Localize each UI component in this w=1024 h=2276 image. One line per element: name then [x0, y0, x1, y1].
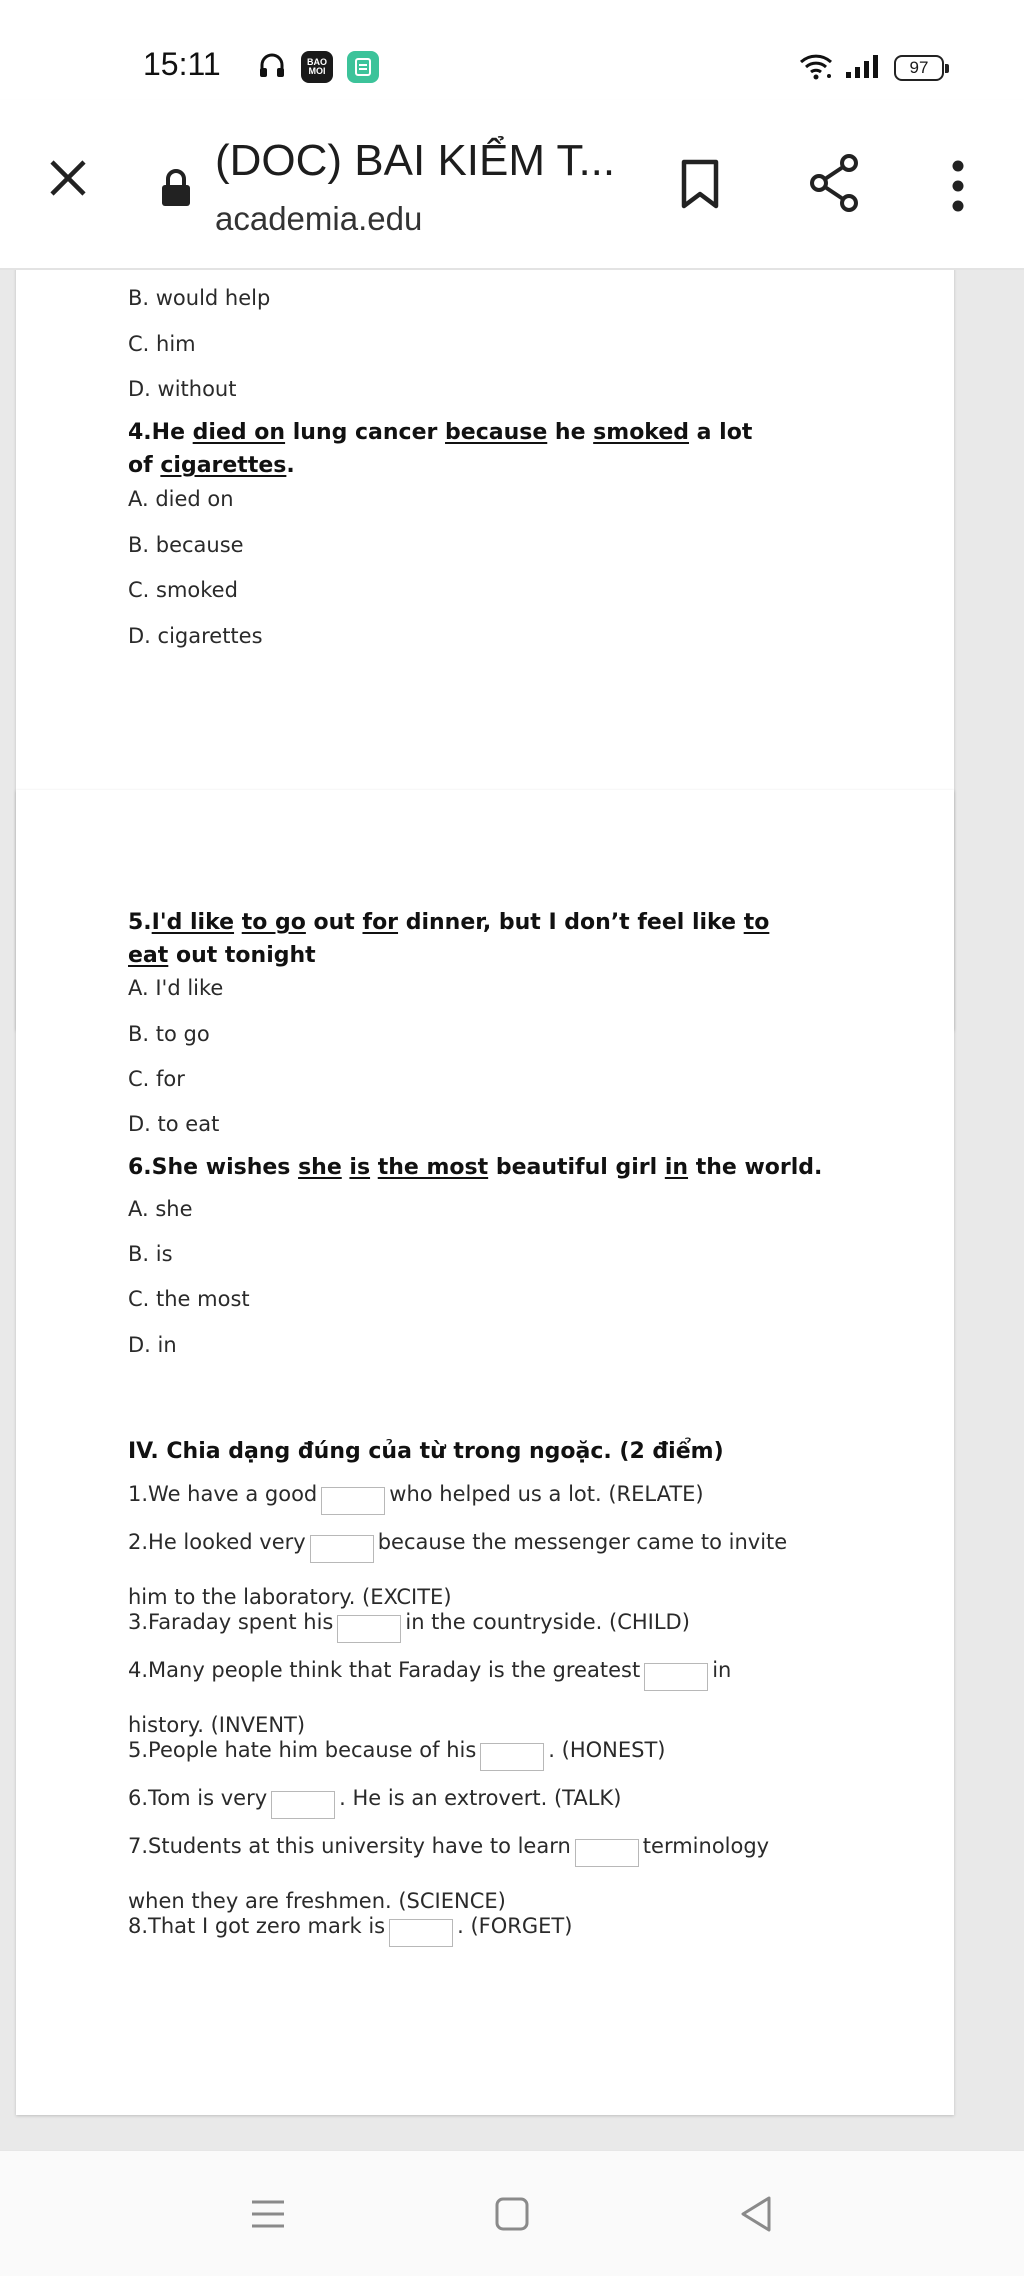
question-6: 6.She wishes she is the most beautiful girl in the world.	[128, 1155, 823, 1180]
answer-blank[interactable]	[321, 1487, 385, 1515]
exercise-7: 7.Students at this university have to learn terminology	[128, 1834, 769, 1867]
system-nav-bar	[0, 2150, 1024, 2276]
home-button[interactable]	[482, 2191, 542, 2241]
answer-blank[interactable]	[310, 1535, 374, 1563]
option-q4-c: C. smoked	[128, 578, 238, 602]
home-icon	[494, 2196, 530, 2236]
more-options-button[interactable]	[930, 155, 986, 221]
option-q4-b: B. because	[128, 533, 244, 557]
page-title[interactable]: (DOC) BAI KIỂM T...	[215, 136, 616, 185]
option-q5-a: A. I'd like	[128, 976, 224, 1000]
notes-app-icon	[347, 51, 379, 83]
option-q6-b: B. is	[128, 1242, 173, 1266]
bookmark-button[interactable]	[670, 156, 730, 216]
option-q6-c: C. the most	[128, 1287, 250, 1311]
option-q3-b: B. would help	[128, 286, 271, 310]
document-page-2	[16, 790, 954, 2115]
recent-apps-button[interactable]	[238, 2191, 298, 2241]
back-button[interactable]	[726, 2191, 786, 2241]
bao-moi-app-icon: BAO MOI	[301, 51, 333, 83]
status-time: 15:11	[143, 46, 221, 82]
status-bar	[0, 0, 1024, 100]
wifi-icon	[798, 52, 834, 84]
option-q3-c: C. him	[128, 332, 196, 356]
exercise-1: 1.We have a good who helped us a lot. (RELATE)	[128, 1482, 704, 1515]
option-q5-d: D. to eat	[128, 1112, 220, 1136]
exercise-3: 3.Faraday spent his in the countryside. (CHILD)	[128, 1610, 690, 1643]
exercise-5: 5.People hate him because of his . (HONEST)	[128, 1738, 665, 1771]
share-button[interactable]	[805, 155, 865, 215]
page-domain[interactable]: academia.edu	[215, 200, 423, 237]
battery-icon: 97	[894, 55, 944, 81]
option-q5-b: B. to go	[128, 1022, 210, 1046]
browser-toolbar	[0, 100, 1024, 270]
option-q5-c: C. for	[128, 1067, 185, 1091]
share-icon	[807, 153, 863, 217]
exercise-2-continued: him to the laboratory. (EXCITE)	[128, 1585, 452, 1609]
option-q3-d: D. without	[128, 377, 237, 401]
bookmark-icon	[678, 158, 722, 214]
option-q6-a: A. she	[128, 1197, 193, 1221]
option-q4-a: A. died on	[128, 487, 234, 511]
back-icon	[738, 2194, 774, 2238]
menu-icon	[250, 2196, 286, 2236]
answer-blank[interactable]	[271, 1791, 335, 1819]
exercise-2: 2.He looked very because the messenger came to invite	[128, 1530, 787, 1563]
option-q6-d: D. in	[128, 1333, 177, 1357]
answer-blank[interactable]	[644, 1663, 708, 1691]
answer-blank[interactable]	[480, 1743, 544, 1771]
answer-blank[interactable]	[575, 1839, 639, 1867]
option-q4-d: D. cigarettes	[128, 624, 263, 648]
question-4: 4.He died on lung cancer because he smoked a lot of cigarettes.	[128, 420, 753, 478]
document-viewer[interactable]	[0, 270, 1024, 2150]
exercise-8: 8.That I got zero mark is . (FORGET)	[128, 1914, 572, 1947]
exercise-4-continued: history. (INVENT)	[128, 1713, 306, 1737]
close-icon	[46, 156, 90, 204]
system-icons	[798, 52, 944, 84]
notification-icons	[257, 50, 379, 84]
more-vertical-icon	[948, 158, 968, 218]
question-5: 5.I'd like to go out for dinner, but I don’t feel like to eat out tonight	[128, 910, 770, 968]
viewer-scroll-track[interactable]	[954, 270, 1024, 2150]
answer-blank[interactable]	[337, 1615, 401, 1643]
close-button[interactable]	[38, 150, 98, 210]
answer-blank[interactable]	[389, 1919, 453, 1947]
exercise-4: 4.Many people think that Faraday is the greatest in	[128, 1658, 731, 1691]
signal-icon	[844, 52, 884, 84]
lock-icon[interactable]	[158, 166, 194, 210]
exercise-7-continued: when they are freshmen. (SCIENCE)	[128, 1889, 506, 1913]
section-iv-heading: IV. Chia dạng đúng của từ trong ngoặc. (2 điểm)	[128, 1439, 724, 1464]
exercise-6: 6.Tom is very . He is an extrovert. (TALK)	[128, 1786, 621, 1819]
headphones-icon	[257, 50, 287, 84]
